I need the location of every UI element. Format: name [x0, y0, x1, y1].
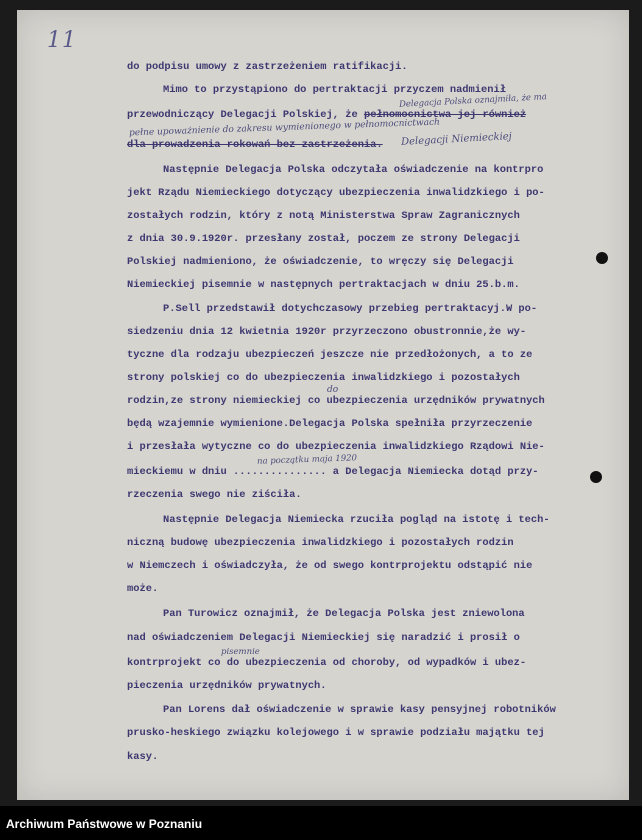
text-line: Pan Turowicz oznajmił, że Delegacja Polska jest zniewolona [163, 608, 525, 620]
text-line: z dnia 30.9.1920r. przesłany został, poczem ze strony Delegacji [127, 233, 520, 245]
text-line: kasy. [127, 751, 159, 763]
text-line: prusko-heskiego związku kolejowego i w sprawie podziału majątku tej [127, 727, 545, 739]
text-line: mieckiemu w dniu ............... a Delegacja Niemiecka dotąd przy- [127, 466, 539, 478]
text-line: Następnie Delegacja Polska odczytała oświadczenie na kontrpro [163, 164, 544, 176]
text-line: będą wzajemnie wymienione.Delegacja Polska spełniła przyrzeczenie [127, 418, 533, 430]
handwritten-insert: pełne upoważnienie do zakresu wymienionego w pełnomocnictwach [128, 117, 441, 139]
text-fragment: przewodniczący Delegacji Polskiej, że [127, 109, 358, 121]
archive-name: Archiwum Państwowe w Poznaniu [6, 817, 203, 831]
handwritten-insert: Delegacji Niemieckiej [400, 131, 513, 148]
text-line: strony polskiej co do ubezpieczenia inwalidzkiego i pozostałych [127, 372, 520, 384]
text-line: kontrprojekt co do ubezpieczenia od choroby, od wypadków i ubez- [127, 657, 527, 669]
text-line: Następnie Delegacja Niemiecka rzuciła pogląd na istotę i tech- [163, 514, 550, 526]
text-line: tyczne dla rodzaju ubezpieczeń jeszcze nie przedłożonych, a to ze [127, 349, 533, 361]
text-line: dla prowadzenia rokowań bez zastrzeżenia. [127, 139, 383, 151]
text-line: i przesłała wytyczne co do ubezpieczenia inwalidzkiego Rządowi Nie- [127, 441, 545, 453]
text-line: pieczenia urzędników prywatnych. [127, 680, 327, 692]
archive-footer [0, 806, 642, 840]
text-line: siedzeniu dnia 12 kwietnia 1920r przyrzeczono obustronnie,że wy- [127, 326, 527, 338]
handwritten-insert: Delegacja Polska oznajmiła, że ma [398, 92, 548, 110]
text-line: do podpisu umowy z zastrzeżeniem ratifikacji. [127, 61, 408, 73]
text-line: Niemieckiej pisemnie w następnych pertraktacjach w dniu 25.b.m. [127, 279, 520, 291]
handwritten-insert: do [327, 385, 339, 395]
text-line: nad oświadczeniem Delegacji Niemieckiej się naradzić i prosił o [127, 632, 520, 644]
text-line: Pan Lorens dał oświadczenie w sprawie kasy pensyjnej robotników [163, 704, 556, 716]
document-page [17, 10, 629, 800]
punch-hole [596, 252, 608, 264]
text-line: rodzin,ze strony niemieckiej co ubezpieczenia urzędników prywatnych [127, 395, 545, 407]
text-line: jekt Rządu Niemieckiego dotyczący ubezpieczenia inwalidzkiego i po- [127, 187, 545, 199]
punch-hole [590, 471, 602, 483]
text-line: Mimo to przystąpiono do pertraktacji przyczem nadmienił [163, 84, 506, 96]
text-line: może. [127, 583, 159, 595]
text-line: w Niemczech i oświadczyła, że od swego kontrprojektu odstąpić nie [127, 560, 533, 572]
handwritten-insert: na początku maja 1920 [256, 453, 358, 467]
text-line [127, 108, 526, 122]
text-line: niczną budowę ubezpieczenia inwalidzkiego i pozostałych rodzin [127, 537, 514, 549]
text-line: rzeczenia swego nie ziściła. [127, 489, 302, 501]
text-line: zostałych rodzin, który z notą Ministerstwa Spraw Zagranicznych [127, 210, 520, 222]
text-line: P.Sell przedstawił dotychczasowy przebieg pertraktacyj.W po- [163, 303, 538, 315]
text-line: Polskiej nadmieniono, że oświadczenie, to wręczy się Delegacji [127, 256, 514, 268]
struck-text: pełnomocnictwa jej również [363, 109, 527, 121]
page-number: 11 [47, 28, 77, 53]
handwritten-insert: pisemnie [221, 647, 260, 657]
